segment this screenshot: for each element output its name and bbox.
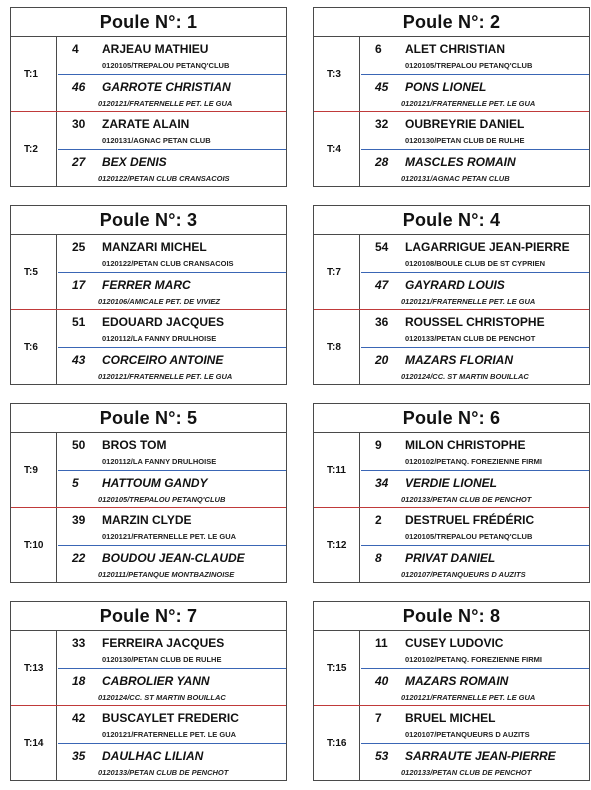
poule-title: Poule N°: 7	[11, 602, 286, 631]
match	[314, 706, 589, 780]
player-number: 25	[72, 240, 86, 254]
table-label: T:4	[314, 112, 360, 186]
player-name: DESTRUEL FRÉDÉRIC	[405, 513, 535, 527]
player-name: BOUDOU JEAN-CLAUDE	[102, 551, 245, 565]
player-1	[361, 631, 589, 668]
player-club: 0120130/PETAN CLUB DE RULHE	[405, 136, 525, 145]
player-number: 35	[72, 749, 86, 763]
poule-title: Poule N°: 3	[11, 206, 286, 235]
player-1	[361, 706, 589, 743]
player-name: ROUSSEL CHRISTOPHE	[405, 315, 545, 329]
table-label: T:11	[314, 433, 360, 507]
player-number: 51	[72, 315, 86, 329]
player-2	[58, 272, 286, 310]
table-label: T:16	[314, 706, 360, 780]
table-label: T:7	[314, 235, 360, 309]
player-number: 17	[72, 278, 86, 292]
player-1	[361, 37, 589, 74]
player-number: 2	[375, 513, 382, 527]
player-name: CABROLIER YANN	[102, 674, 210, 688]
player-name: PRIVAT DANIEL	[405, 551, 496, 565]
player-name: MARZIN CLYDE	[102, 513, 192, 527]
player-number: 42	[72, 711, 86, 725]
player-name: MANZARI MICHEL	[102, 240, 207, 254]
player-name: MILON CHRISTOPHE	[405, 438, 526, 452]
poule-3	[10, 205, 287, 385]
player-name: GAYRARD LOUIS	[405, 278, 505, 292]
player-name: FERRER MARC	[102, 278, 191, 292]
player-name: FERREIRA JACQUES	[102, 636, 225, 650]
player-number: 7	[375, 711, 382, 725]
player-1	[361, 508, 589, 545]
player-number: 47	[375, 278, 389, 292]
player-name: ZARATE ALAIN	[102, 117, 190, 131]
player-2	[58, 668, 286, 706]
player-club: 0120121/FRATERNELLE PET. LE GUA	[401, 297, 536, 306]
player-club: 0120112/LA FANNY DRULHOISE	[102, 457, 217, 466]
match	[11, 37, 286, 112]
player-club: 0120105/TREPALOU PETANQ'CLUB	[405, 61, 533, 70]
player-number: 53	[375, 749, 389, 763]
player-1	[58, 706, 286, 743]
poule-title: Poule N°: 1	[11, 8, 286, 37]
table-label: T:6	[11, 310, 57, 384]
poule-7	[10, 601, 287, 781]
table-label: T:8	[314, 310, 360, 384]
player-number: 30	[72, 117, 86, 131]
table-label: T:3	[314, 37, 360, 111]
player-number: 22	[72, 551, 86, 565]
player-2	[58, 149, 286, 187]
player-name: BUSCAYLET FREDERIC	[102, 711, 239, 725]
player-1	[58, 112, 286, 149]
player-club: 0120105/TREPALOU PETANQ'CLUB	[102, 61, 230, 70]
table-label: T:1	[11, 37, 57, 111]
table-label: T:12	[314, 508, 360, 582]
player-number: 50	[72, 438, 86, 452]
player-name: MASCLES ROMAIN	[405, 155, 516, 169]
player-club: 0120111/PETANQUE MONTBAZINOISE	[98, 570, 235, 579]
player-club: 0120121/FRATERNELLE PET. LE GUA	[102, 730, 237, 739]
player-club: 0120122/PETAN CLUB CRANSACOIS	[98, 174, 230, 183]
player-name: CORCEIRO ANTOINE	[102, 353, 224, 367]
player-club: 0120107/PETANQUEURS D AUZITS	[405, 730, 530, 739]
player-club: 0120102/PETANQ. FOREZIENNE FIRMI	[405, 655, 542, 664]
player-1	[361, 235, 589, 272]
table-label: T:9	[11, 433, 57, 507]
player-1	[58, 37, 286, 74]
player-1	[361, 310, 589, 347]
poule-1	[10, 7, 287, 187]
player-club: 0120124/CC. ST MARTIN BOUILLAC	[401, 372, 529, 381]
player-2	[361, 272, 589, 310]
player-club: 0120121/FRATERNELLE PET. LE GUA	[98, 372, 233, 381]
poule-5	[10, 403, 287, 583]
player-2	[58, 347, 286, 385]
player-club: 0120121/FRATERNELLE PET. LE GUA	[401, 693, 536, 702]
player-number: 9	[375, 438, 382, 452]
table-label: T:14	[11, 706, 57, 780]
player-name: LAGARRIGUE JEAN-PIERRE	[405, 240, 570, 254]
player-name: CUSEY LUDOVIC	[405, 636, 504, 650]
player-name: MAZARS ROMAIN	[405, 674, 509, 688]
player-2	[361, 470, 589, 508]
player-club: 0120106/AMICALE PET. DE VIVIEZ	[98, 297, 220, 306]
player-club: 0120124/CC. ST MARTIN BOUILLAC	[98, 693, 226, 702]
player-number: 6	[375, 42, 382, 56]
player-number: 54	[375, 240, 389, 254]
match	[11, 112, 286, 186]
player-club: 0120130/PETAN CLUB DE RULHE	[102, 655, 222, 664]
player-1	[58, 631, 286, 668]
player-name: EDOUARD JACQUES	[102, 315, 225, 329]
player-1	[58, 508, 286, 545]
player-number: 33	[72, 636, 86, 650]
player-number: 8	[375, 551, 382, 565]
player-2	[58, 470, 286, 508]
player-number: 4	[72, 42, 79, 56]
player-number: 45	[375, 80, 389, 94]
player-club: 0120105/TREPALOU PETANQ'CLUB	[98, 495, 226, 504]
player-2	[361, 668, 589, 706]
poule-2	[313, 7, 590, 187]
player-2	[361, 149, 589, 187]
player-club: 0120108/BOULE CLUB DE ST CYPRIEN	[405, 259, 546, 268]
player-2	[361, 743, 589, 781]
player-1	[361, 433, 589, 470]
match	[11, 310, 286, 384]
poule-title: Poule N°: 2	[314, 8, 589, 37]
player-club: 0120133/PETAN CLUB DE PENCHOT	[405, 334, 536, 343]
match	[314, 508, 589, 582]
player-number: 43	[72, 353, 86, 367]
match	[314, 631, 589, 706]
player-name: VERDIE LIONEL	[405, 476, 498, 490]
player-club: 0120121/FRATERNELLE PET. LE GUA	[401, 99, 536, 108]
table-label: T:15	[314, 631, 360, 705]
player-name: HATTOUM GANDY	[102, 476, 208, 490]
player-number: 36	[375, 315, 389, 329]
player-club: 0120105/TREPALOU PETANQ'CLUB	[405, 532, 533, 541]
match	[314, 112, 589, 186]
player-name: ARJEAU MATHIEU	[102, 42, 209, 56]
player-number: 28	[375, 155, 389, 169]
player-club: 0120131/AGNAC PETAN CLUB	[401, 174, 510, 183]
player-2	[361, 347, 589, 385]
poule-4	[313, 205, 590, 385]
player-name: BEX DENIS	[102, 155, 167, 169]
match	[314, 37, 589, 112]
player-name: BROS TOM	[102, 438, 167, 452]
player-number: 20	[375, 353, 389, 367]
player-2	[58, 74, 286, 112]
player-club: 0120133/PETAN CLUB DE PENCHOT	[98, 768, 229, 777]
player-name: MAZARS FLORIAN	[405, 353, 513, 367]
player-2	[361, 545, 589, 583]
player-number: 46	[72, 80, 86, 94]
player-name: SARRAUTE JEAN-PIERRE	[405, 749, 556, 763]
match	[314, 235, 589, 310]
player-number: 11	[375, 636, 388, 650]
match	[314, 433, 589, 508]
player-2	[58, 545, 286, 583]
player-number: 18	[72, 674, 86, 688]
poule-title: Poule N°: 6	[314, 404, 589, 433]
player-name: BRUEL MICHEL	[405, 711, 496, 725]
player-1	[58, 310, 286, 347]
match	[11, 631, 286, 706]
player-club: 0120121/FRATERNELLE PET. LE GUA	[102, 532, 237, 541]
table-label: T:2	[11, 112, 57, 186]
player-name: OUBREYRIE DANIEL	[405, 117, 525, 131]
poule-6	[313, 403, 590, 583]
player-number: 39	[72, 513, 86, 527]
table-label: T:5	[11, 235, 57, 309]
player-name: GARROTE CHRISTIAN	[102, 80, 231, 94]
match	[11, 235, 286, 310]
player-club: 0120121/FRATERNELLE PET. LE GUA	[98, 99, 233, 108]
table-label: T:10	[11, 508, 57, 582]
player-club: 0120112/LA FANNY DRULHOISE	[102, 334, 217, 343]
player-club: 0120107/PETANQUEURS D AUZITS	[401, 570, 526, 579]
player-club: 0120122/PETAN CLUB CRANSACOIS	[102, 259, 234, 268]
player-2	[361, 74, 589, 112]
poule-title: Poule N°: 5	[11, 404, 286, 433]
table-label: T:13	[11, 631, 57, 705]
player-club: 0120133/PETAN CLUB DE PENCHOT	[401, 768, 532, 777]
player-number: 34	[375, 476, 389, 490]
player-name: ALET CHRISTIAN	[405, 42, 505, 56]
poule-title: Poule N°: 4	[314, 206, 589, 235]
poule-8	[313, 601, 590, 781]
player-1	[361, 112, 589, 149]
player-name: DAULHAC LILIAN	[102, 749, 204, 763]
player-number: 5	[72, 476, 79, 490]
match	[11, 706, 286, 780]
player-1	[58, 433, 286, 470]
player-2	[58, 743, 286, 781]
poule-title: Poule N°: 8	[314, 602, 589, 631]
match	[11, 508, 286, 582]
player-number: 32	[375, 117, 389, 131]
player-club: 0120102/PETANQ. FOREZIENNE FIRMI	[405, 457, 542, 466]
match	[314, 310, 589, 384]
player-name: PONS LIONEL	[405, 80, 487, 94]
player-club: 0120133/PETAN CLUB DE PENCHOT	[401, 495, 532, 504]
player-number: 40	[375, 674, 389, 688]
player-club: 0120131/AGNAC PETAN CLUB	[102, 136, 211, 145]
match	[11, 433, 286, 508]
player-number: 27	[72, 155, 86, 169]
player-1	[58, 235, 286, 272]
